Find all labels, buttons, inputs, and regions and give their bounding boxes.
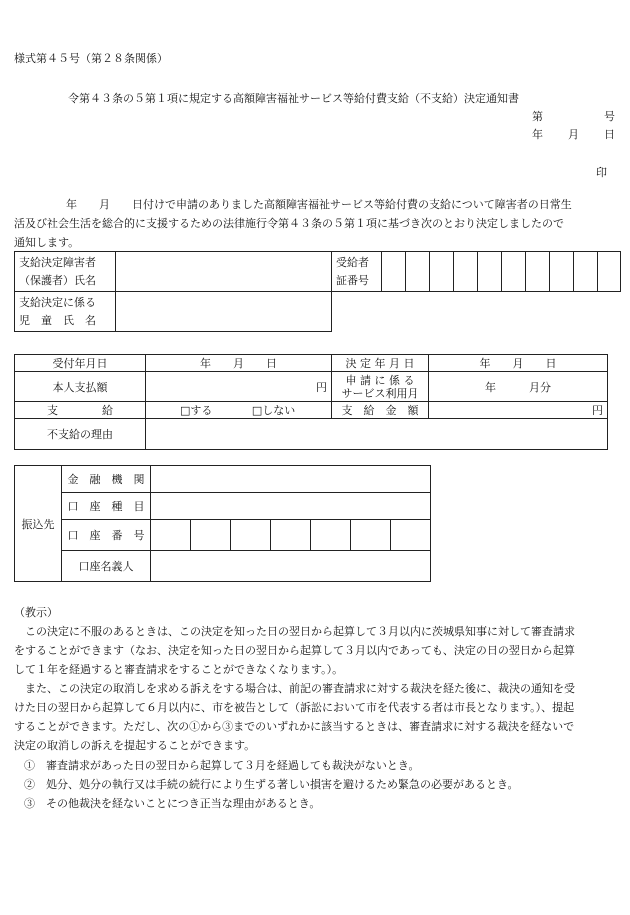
child-table: [14, 291, 332, 332]
self-payment-value[interactable]: 円: [146, 372, 332, 402]
account-number-digit[interactable]: [311, 520, 351, 551]
recipient-number-digit[interactable]: [382, 252, 406, 292]
intro-line-1: 年 月 日付けで申請のありました高額障害福祉サービス等給付費の支給について障害者の日常生: [66, 198, 572, 211]
document-title: 令第４３条の５第１項に規定する高額障害福祉サービス等給付費支給（不支給）決定通知書: [68, 92, 519, 105]
number-suffix: 号: [604, 110, 615, 123]
recipient-number-digit[interactable]: [598, 252, 621, 292]
notice-p1-line1: この決定に不服のあるときは、この決定を知った日の翌日から起算して３月以内に茨城県知事に対して審査請求: [14, 625, 575, 638]
bank-name-label: 金 融 機 関: [62, 466, 151, 493]
notice-item-2: ② 処分、処分の執行又は手続の続行により生ずる著しい損害を避けるため緊急の必要があるとき。: [24, 778, 519, 791]
recipient-number-digit[interactable]: [430, 252, 454, 292]
notice-p2-line2: けた日の翌日から起算して６月以内に、市を被告として（訴訟において市を代表する者は市長となります。）、提起: [14, 701, 575, 714]
notice-heading: （教示）: [14, 606, 58, 619]
service-month-label: 申 請 に 係 る サービス利用月: [332, 372, 429, 402]
payment-options: [146, 402, 332, 419]
number-prefix: 第: [532, 110, 543, 123]
recipient-table: [14, 251, 621, 292]
account-number-digit[interactable]: [231, 520, 271, 551]
option-yes-checkbox[interactable]: □する: [180, 404, 213, 417]
non-payment-reason-field[interactable]: [146, 419, 608, 450]
recipient-number-digit[interactable]: [550, 252, 574, 292]
bank-table: [14, 465, 431, 582]
intro-line-3: 通知します。: [14, 236, 80, 249]
account-number-label: 口 座 番 号: [62, 520, 151, 551]
notice-p1-line2: をすることができます（なお、決定を知った日の翌日から起算して３月以内であっても、決定の日の翌日から起算: [14, 644, 575, 657]
recipient-number-digit[interactable]: [478, 252, 502, 292]
service-month-value[interactable]: 年 月分: [429, 372, 608, 402]
recipient-number-digit[interactable]: [526, 252, 550, 292]
decision-table: [14, 354, 608, 450]
recipient-number-label: 受給者 証番号: [332, 252, 382, 292]
decision-date-value[interactable]: 年 月 日: [429, 355, 608, 372]
recipient-number-digit[interactable]: [406, 252, 430, 292]
account-holder-field[interactable]: [151, 551, 431, 582]
notice-p2-line3: することができます。ただし、次の①から③までのいずれかに該当するときは、審査請求に対する裁決を経ないで: [14, 720, 575, 733]
option-no-checkbox[interactable]: □しない: [251, 404, 296, 417]
seal-mark: 印: [596, 166, 607, 179]
receipt-date-label: 受付年月日: [15, 355, 146, 372]
date-month: 月: [568, 128, 579, 141]
account-number-digit[interactable]: [271, 520, 311, 551]
guardian-name-field[interactable]: [116, 252, 332, 292]
self-payment-label: 本人支払額: [15, 372, 146, 402]
recipient-number-digit[interactable]: [574, 252, 598, 292]
receipt-date-value[interactable]: 年 月 日: [146, 355, 332, 372]
payment-amount-value[interactable]: 円: [429, 402, 608, 419]
account-number-digit[interactable]: [391, 520, 431, 551]
account-type-label: 口 座 種 目: [62, 493, 151, 520]
date-year: 年: [532, 128, 543, 141]
notice-p2-line1: また、この決定の取消しを求める訴えをする場合は、前記の審査請求に対する裁決を経た後に、裁決の通知を受: [14, 682, 575, 695]
recipient-number-digit[interactable]: [502, 252, 526, 292]
notice-item-1: ① 審査請求があった日の翌日から起算して３月を経過しても裁決がないとき。: [24, 759, 420, 772]
child-name-label: 支給決定に係る 児 童 氏 名: [15, 292, 116, 332]
payment-label: 支 給: [15, 402, 146, 419]
account-type-field[interactable]: [151, 493, 431, 520]
date-day: 日: [604, 128, 615, 141]
notice-p1-line3: して１年を経過すると審査請求をすることができなくなります。）。: [14, 663, 344, 676]
recipient-number-digit[interactable]: [454, 252, 478, 292]
account-number-digit[interactable]: [151, 520, 191, 551]
payment-amount-label: 支 給 金 額: [332, 402, 429, 419]
decision-date-label: 決 定 年 月 日: [332, 355, 429, 372]
intro-line-2: 活及び社会生活を総合的に支援するための法律施行令第４３条の５第１項に基づき次のとおり決定しましたので: [14, 217, 564, 230]
child-name-field[interactable]: [116, 292, 332, 332]
guardian-name-label: 支給決定障害者 （保護者）氏名: [15, 252, 116, 292]
account-holder-label: 口座名義人: [62, 551, 151, 582]
transfer-destination-label: 振込先: [15, 466, 62, 582]
account-number-digit[interactable]: [191, 520, 231, 551]
non-payment-reason-label: 不支給の理由: [15, 419, 146, 450]
form-number: 様式第４５号（第２８条関係）: [14, 52, 168, 65]
bank-name-field[interactable]: [151, 466, 431, 493]
account-number-digit[interactable]: [351, 520, 391, 551]
notice-p2-line4: 決定の取消しの訴えを提起することができます。: [14, 739, 256, 752]
notice-item-3: ③ その他裁決を経ないことにつき正当な理由があるとき。: [24, 797, 321, 810]
